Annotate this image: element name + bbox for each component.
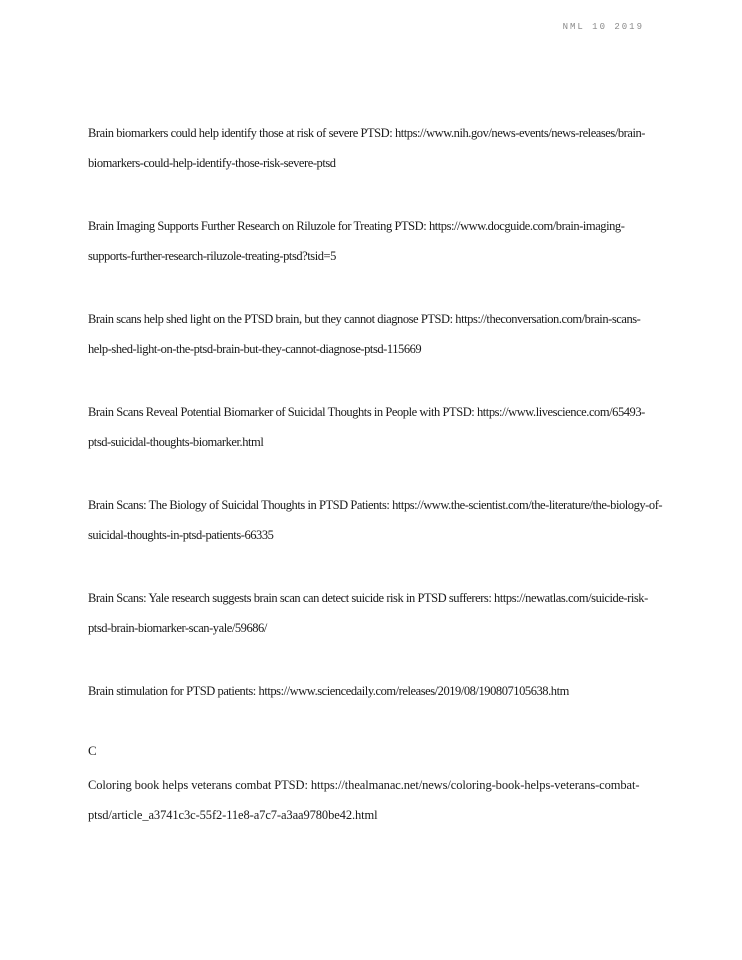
reference-title: Brain scans help shed light on the PTSD brain, but they cannot diagnose PTSD: [88, 312, 453, 326]
reference-link[interactable]: https://www.sciencedaily.com/releases/2019/08/190807105638.htm [258, 684, 569, 698]
reference-link[interactable]: https://newatlas.com/suicide-risk-ptsd-brain-biomarker-scan-yale/59686/ [88, 591, 648, 635]
page-number: NML 10 2019 [562, 22, 644, 32]
reference-entry [88, 770, 663, 830]
reference-link[interactable]: https://www.docguide.com/brain-imaging-supports-further-research-riluzole-treating-ptsd?tsid=5 [88, 219, 625, 263]
reference-entry [88, 676, 663, 706]
reference-title: Brain Scans Reveal Potential Biomarker of Suicidal Thoughts in People with PTSD: [88, 405, 475, 419]
reference-title: Coloring book helps veterans combat PTSD: [88, 778, 308, 792]
reference-title: Brain Imaging Supports Further Research on Riluzole for Treating PTSD: [88, 219, 427, 233]
reference-entry [88, 490, 663, 550]
reference-link[interactable]: https://www.nih.gov/news-events/news-releases/brain-biomarkers-could-help-identify-those-risk-severe-ptsd [88, 126, 645, 170]
reference-entry [88, 583, 663, 643]
reference-entry [88, 118, 663, 178]
reference-link[interactable]: https://thealmanac.net/news/coloring-book-helps-veterans-combat-ptsd/article_a3741c3c-55f2-11e8-a7c7-a3aa9780be42.html [88, 778, 640, 822]
reference-link[interactable]: https://www.livescience.com/65493-ptsd-suicidal-thoughts-biomarker.html [88, 405, 645, 449]
reference-link[interactable]: https://www.the-scientist.com/the-literature/the-biology-of-suicidal-thoughts-in-ptsd-patients-66335 [88, 498, 663, 542]
reference-title: Brain Scans: The Biology of Suicidal Thoughts in PTSD Patients: [88, 498, 390, 512]
reference-list [88, 118, 663, 830]
section-heading-c: C [88, 743, 97, 758]
reference-entry [88, 397, 663, 457]
reference-entry [88, 304, 663, 364]
reference-title: Brain Scans: Yale research suggests brain scan can detect suicide risk in PTSD sufferers: [88, 591, 492, 605]
reference-entry [88, 211, 663, 271]
reference-title: Brain stimulation for PTSD patients: [88, 684, 256, 698]
reference-link[interactable]: https://theconversation.com/brain-scans-help-shed-light-on-the-ptsd-brain-but-they-cannot-diagnose-ptsd-115669 [88, 312, 641, 356]
reference-title: Brain biomarkers could help identify those at risk of severe PTSD: [88, 126, 393, 140]
